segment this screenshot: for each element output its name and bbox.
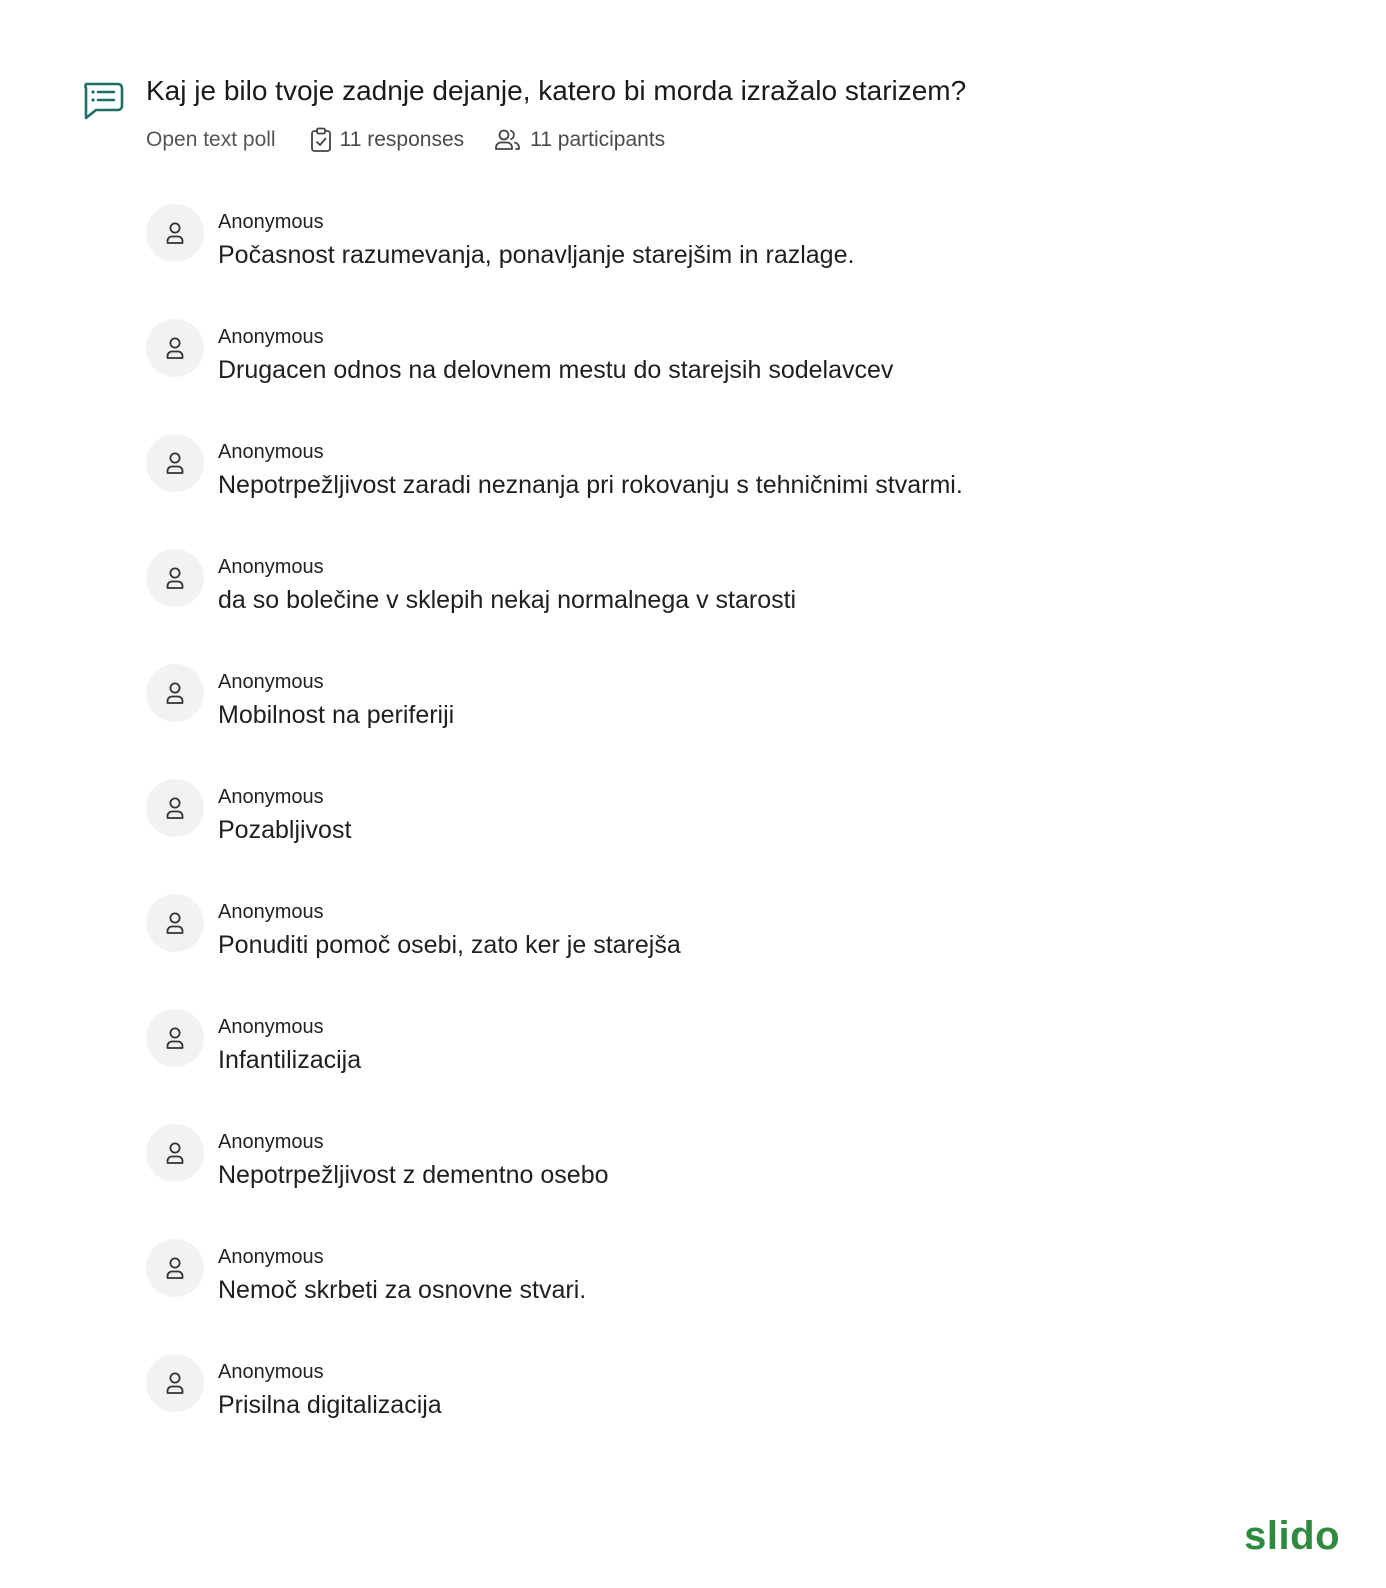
avatar (146, 894, 204, 952)
poll-meta (146, 124, 695, 156)
response-author: Anonymous (218, 1016, 324, 1038)
responses-count (310, 127, 465, 153)
user-icon (165, 681, 185, 705)
user-icon (165, 1256, 185, 1280)
list-item (146, 319, 1246, 434)
poll-title: Kaj je bilo tvoje zadnje dejanje, katero bi morda izražalo starizem? (146, 75, 967, 106)
response-author: Anonymous (218, 901, 324, 923)
response-text: Nepotrpežljivost z dementno osebo (218, 1161, 609, 1189)
chat-lines-icon (80, 78, 124, 122)
response-text: Ponuditi pomoč osebi, zato ker je starejša (218, 931, 681, 959)
response-author: Anonymous (218, 786, 324, 808)
avatar (146, 204, 204, 262)
responses-list (146, 204, 1246, 1469)
response-text: Nepotrpežljivost zaradi neznanja pri rokovanju s tehničnimi stvarmi. (218, 471, 963, 499)
user-icon (165, 221, 185, 245)
response-author: Anonymous (218, 326, 324, 348)
response-text: Prisilna digitalizacija (218, 1391, 442, 1419)
response-text: Infantilizacija (218, 1046, 362, 1074)
avatar (146, 319, 204, 377)
avatar (146, 779, 204, 837)
responses-label: 11 responses (339, 128, 465, 151)
user-icon (165, 1371, 185, 1395)
response-author: Anonymous (218, 556, 324, 578)
user-icon (165, 451, 185, 475)
user-icon (165, 796, 185, 820)
response-text: Počasnost razumevanja, ponavljanje starejšim in razlage. (218, 241, 855, 269)
avatar (146, 549, 204, 607)
response-author: Anonymous (218, 441, 324, 463)
list-item (146, 894, 1246, 1009)
slido-logo: slido (1244, 1514, 1340, 1558)
response-author: Anonymous (218, 1246, 324, 1268)
response-text: Mobilnost na periferiji (218, 701, 455, 729)
user-icon (165, 911, 185, 935)
avatar (146, 1239, 204, 1297)
user-icon (165, 1141, 185, 1165)
user-icon (165, 1026, 185, 1050)
list-item (146, 1239, 1246, 1354)
response-author: Anonymous (218, 211, 324, 233)
response-author: Anonymous (218, 1361, 324, 1383)
list-item (146, 664, 1246, 779)
avatar (146, 1124, 204, 1182)
clipboard-check-icon (310, 127, 332, 153)
avatar (146, 434, 204, 492)
participants-count (494, 128, 665, 152)
list-item (146, 1009, 1246, 1124)
list-item (146, 549, 1246, 664)
list-item (146, 779, 1246, 894)
list-item (146, 204, 1246, 319)
response-text: Nemoč skrbeti za osnovne stvari. (218, 1276, 587, 1304)
list-item (146, 434, 1246, 549)
list-item (146, 1354, 1246, 1469)
response-text: Drugacen odnos na delovnem mestu do starejsih sodelavcev (218, 356, 894, 384)
response-text: Pozabljivost (218, 816, 352, 844)
response-text: da so bolečine v sklepih nekaj normalnega v starosti (218, 586, 797, 614)
poll-type-label: Open text poll (146, 128, 276, 151)
user-icon (165, 336, 185, 360)
avatar (146, 1009, 204, 1067)
avatar (146, 1354, 204, 1412)
list-item (146, 1124, 1246, 1239)
users-icon (494, 128, 522, 152)
user-icon (165, 566, 185, 590)
avatar (146, 664, 204, 722)
response-author: Anonymous (218, 1131, 324, 1153)
participants-label: 11 participants (530, 128, 666, 151)
response-author: Anonymous (218, 671, 324, 693)
